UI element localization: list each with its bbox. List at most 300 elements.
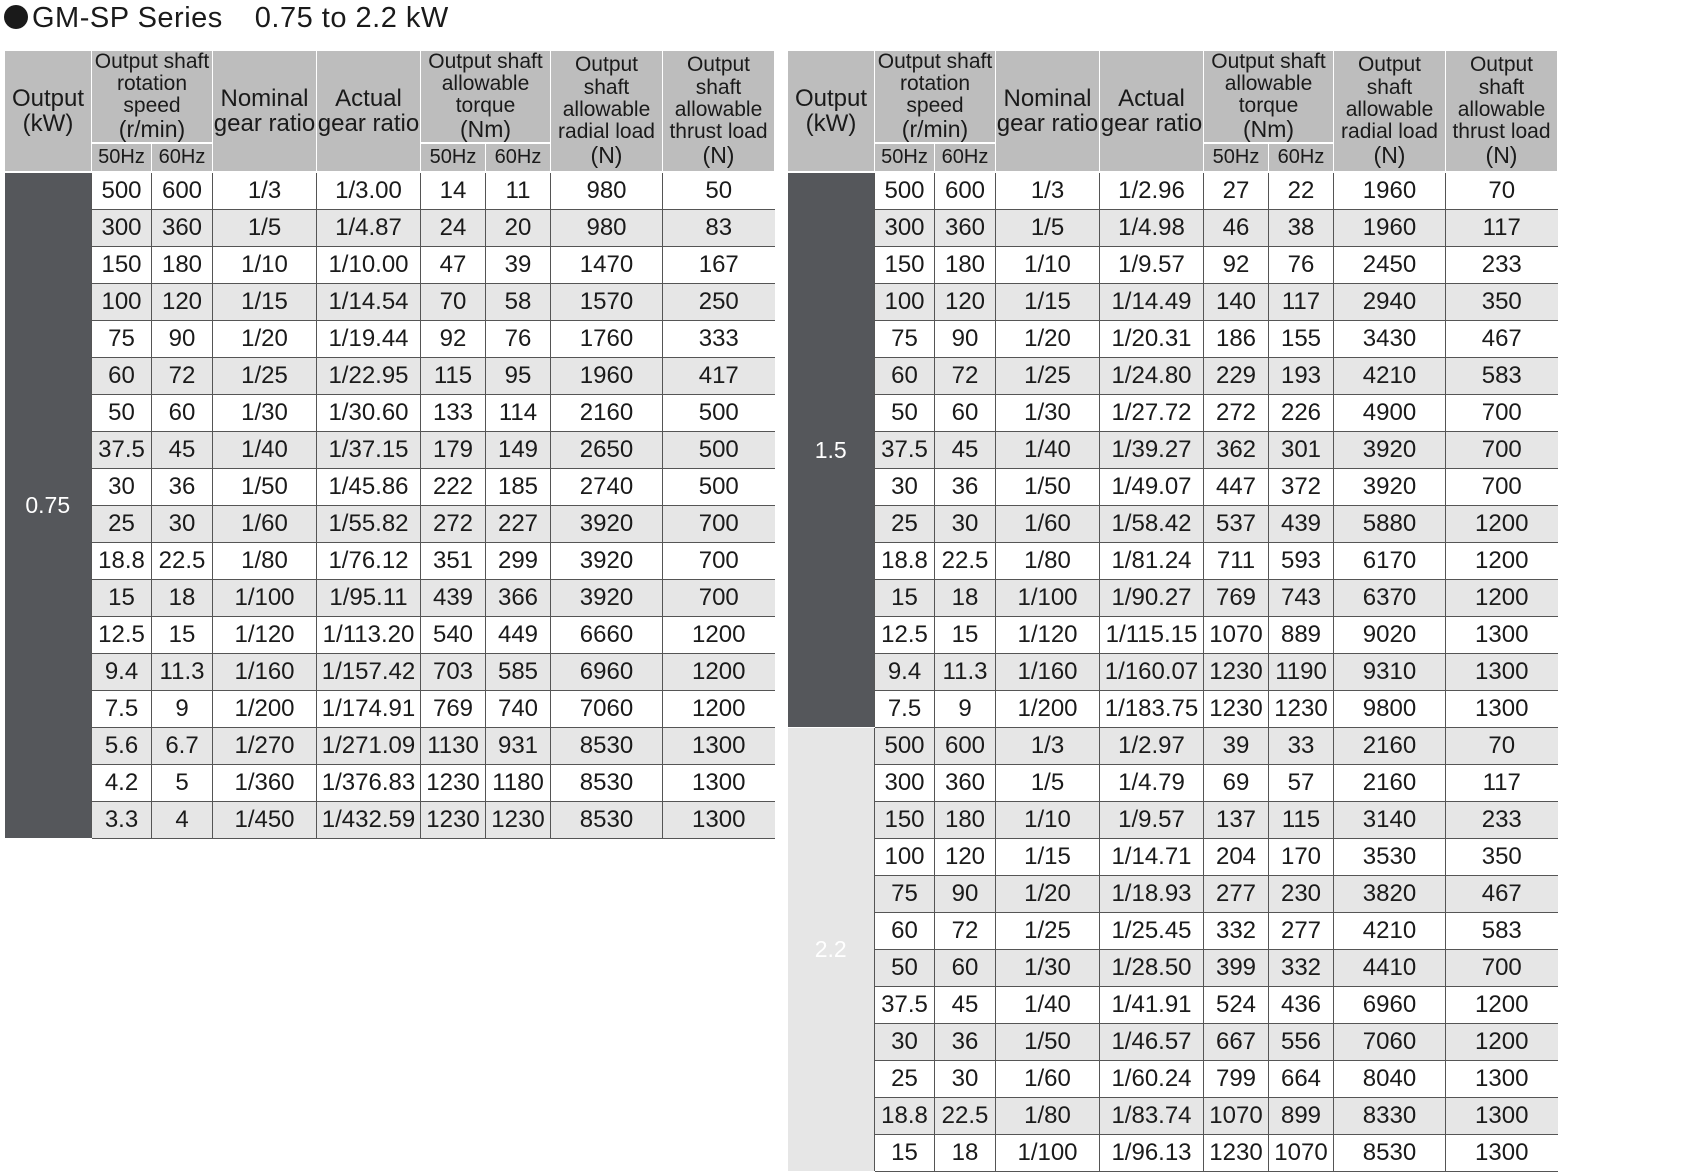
table-cell: 75 <box>875 321 935 358</box>
power-range: 0.75 to 2.2 kW <box>254 2 449 34</box>
table-cell: 30 <box>935 506 996 543</box>
table-cell: 50 <box>875 395 935 432</box>
table-row <box>5 247 775 284</box>
header-output: Output (kW) <box>5 51 92 172</box>
table-cell: 193 <box>1269 358 1334 395</box>
table-cell: 8530 <box>551 802 663 839</box>
table-row <box>788 1061 1558 1098</box>
table-cell: 6960 <box>551 654 663 691</box>
table-cell: 1/80 <box>213 543 317 580</box>
table-cell: 8040 <box>1334 1061 1446 1098</box>
table-cell: 3530 <box>1334 839 1446 876</box>
table-cell: 60 <box>935 395 996 432</box>
table-cell: 117 <box>1446 210 1558 247</box>
table-cell: 9.4 <box>92 654 152 691</box>
table-row <box>788 1024 1558 1061</box>
table-cell: 300 <box>875 765 935 802</box>
table-cell: 1/4.79 <box>1100 765 1204 802</box>
table-cell: 667 <box>1204 1024 1269 1061</box>
table-cell: 2740 <box>551 469 663 506</box>
table-cell: 227 <box>486 506 551 543</box>
table-cell: 332 <box>1269 950 1334 987</box>
spec-table-2 <box>787 51 1558 1172</box>
table-cell: 899 <box>1269 1098 1334 1135</box>
table-row <box>788 876 1558 913</box>
table-cell: 233 <box>1446 802 1558 839</box>
table-cell: 500 <box>663 395 775 432</box>
table-cell: 1/50 <box>996 1024 1100 1061</box>
table-cell: 1180 <box>486 765 551 802</box>
table-cell: 1200 <box>1446 580 1558 617</box>
table-row <box>5 728 775 765</box>
table-cell: 3920 <box>551 580 663 617</box>
table-row <box>5 506 775 543</box>
table-cell: 700 <box>1446 432 1558 469</box>
table-cell: 372 <box>1269 469 1334 506</box>
table-cell: 1/10 <box>996 802 1100 839</box>
table-row <box>788 617 1558 654</box>
table-cell: 37.5 <box>875 987 935 1024</box>
table-cell: 1/100 <box>996 580 1100 617</box>
table-row <box>5 321 775 358</box>
table-cell: 1/5 <box>996 765 1100 802</box>
table-cell: 12.5 <box>875 617 935 654</box>
table-row <box>788 469 1558 506</box>
table-cell: 711 <box>1204 543 1269 580</box>
table-cell: 351 <box>421 543 486 580</box>
table-cell: 11 <box>486 172 551 210</box>
table-cell: 1/28.50 <box>1100 950 1204 987</box>
table-cell: 1/3.00 <box>317 172 421 210</box>
header-speed-60hz: 60Hz <box>152 143 213 172</box>
table-cell: 8330 <box>1334 1098 1446 1135</box>
table-row <box>5 654 775 691</box>
table-cell: 1/30 <box>996 950 1100 987</box>
table-cell: 1/30 <box>213 395 317 432</box>
table-row <box>788 506 1558 543</box>
table-cell: 1/22.95 <box>317 358 421 395</box>
table-cell: 1/58.42 <box>1100 506 1204 543</box>
table-cell: 556 <box>1269 1024 1334 1061</box>
table-cell: 3920 <box>551 506 663 543</box>
table-cell: 1960 <box>1334 210 1446 247</box>
table-cell: 1/96.13 <box>1100 1135 1204 1172</box>
table-cell: 75 <box>92 321 152 358</box>
table-cell: 22 <box>1269 172 1334 210</box>
table-cell: 150 <box>92 247 152 284</box>
table-cell: 5880 <box>1334 506 1446 543</box>
header-torque-50hz: 50Hz <box>1204 143 1269 172</box>
table-cell: 350 <box>1446 839 1558 876</box>
table-row <box>788 284 1558 321</box>
table-cell: 700 <box>1446 469 1558 506</box>
table-row <box>788 765 1558 802</box>
table-cell: 700 <box>663 506 775 543</box>
table-cell: 60 <box>875 913 935 950</box>
table-cell: 15 <box>935 617 996 654</box>
table-cell: 1230 <box>421 802 486 839</box>
header-speed-50hz: 50Hz <box>92 143 152 172</box>
table-cell: 799 <box>1204 1061 1269 1098</box>
table-cell: 700 <box>1446 950 1558 987</box>
table-cell: 18.8 <box>92 543 152 580</box>
table-cell: 1230 <box>1204 654 1269 691</box>
table-cell: 15 <box>92 580 152 617</box>
table-cell: 1070 <box>1204 617 1269 654</box>
table-cell: 2450 <box>1334 247 1446 284</box>
table-cell: 980 <box>551 210 663 247</box>
table-cell: 9.4 <box>875 654 935 691</box>
table-cell: 9800 <box>1334 691 1446 728</box>
table-cell: 1/10.00 <box>317 247 421 284</box>
table-cell: 1/50 <box>213 469 317 506</box>
table-cell: 1200 <box>1446 543 1558 580</box>
table-cell: 229 <box>1204 358 1269 395</box>
table-cell: 46 <box>1204 210 1269 247</box>
header-torque-50hz: 50Hz <box>421 143 486 172</box>
table-cell: 4410 <box>1334 950 1446 987</box>
table-cell: 1/60.24 <box>1100 1061 1204 1098</box>
table-cell: 92 <box>1204 247 1269 284</box>
table-cell: 1/25.45 <box>1100 913 1204 950</box>
table-cell: 75 <box>875 876 935 913</box>
table-cell: 700 <box>1446 395 1558 432</box>
table-cell: 8530 <box>551 728 663 765</box>
table-cell: 180 <box>935 802 996 839</box>
table-cell: 1/37.15 <box>317 432 421 469</box>
table-cell: 14 <box>421 172 486 210</box>
table-cell: 24 <box>421 210 486 247</box>
table-cell: 30 <box>875 1024 935 1061</box>
table-cell: 15 <box>875 1135 935 1172</box>
table-cell: 600 <box>935 728 996 765</box>
table-cell: 1/3 <box>996 728 1100 765</box>
table-cell: 743 <box>1269 580 1334 617</box>
table-cell: 360 <box>935 765 996 802</box>
table-cell: 277 <box>1204 876 1269 913</box>
table-cell: 583 <box>1446 358 1558 395</box>
table-row <box>788 654 1558 691</box>
table-cell: 1/3 <box>996 172 1100 210</box>
table-cell: 1/90.27 <box>1100 580 1204 617</box>
table-cell: 50 <box>875 950 935 987</box>
header-radial-load: Output shaft allowable radial load (N) <box>1334 51 1446 172</box>
table-cell: 1230 <box>1269 691 1334 728</box>
table-cell: 30 <box>92 469 152 506</box>
table-cell: 18.8 <box>875 1098 935 1135</box>
table-row <box>5 691 775 728</box>
table-row <box>5 395 775 432</box>
table-cell: 1/432.59 <box>317 802 421 839</box>
table-cell: 1/19.44 <box>317 321 421 358</box>
table-cell: 1/40 <box>996 987 1100 1024</box>
table-cell: 1/49.07 <box>1100 469 1204 506</box>
table-cell: 15 <box>152 617 213 654</box>
table-cell: 3920 <box>1334 432 1446 469</box>
table-cell: 22.5 <box>152 543 213 580</box>
table-cell: 6.7 <box>152 728 213 765</box>
table-row <box>788 950 1558 987</box>
table-cell: 1/40 <box>213 432 317 469</box>
table-cell: 140 <box>1204 284 1269 321</box>
table-cell: 114 <box>486 395 551 432</box>
table-cell: 70 <box>421 284 486 321</box>
table-cell: 1/20 <box>213 321 317 358</box>
table-cell: 1/9.57 <box>1100 247 1204 284</box>
table-row <box>788 580 1558 617</box>
table-cell: 117 <box>1269 284 1334 321</box>
table-row <box>788 913 1558 950</box>
table-cell: 137 <box>1204 802 1269 839</box>
table-cell: 60 <box>935 950 996 987</box>
table-cell: 1/15 <box>213 284 317 321</box>
table-cell: 301 <box>1269 432 1334 469</box>
table-cell: 30 <box>935 1061 996 1098</box>
table-row <box>5 172 775 210</box>
table-cell: 1200 <box>1446 1024 1558 1061</box>
header-thrust-load: Output shaft allowable thrust load (N) <box>1446 51 1558 172</box>
table-cell: 70 <box>1446 728 1558 765</box>
table-cell: 3820 <box>1334 876 1446 913</box>
table-cell: 1200 <box>663 617 775 654</box>
table-cell: 18 <box>935 1135 996 1172</box>
table-cell: 1/14.54 <box>317 284 421 321</box>
table-cell: 7060 <box>1334 1024 1446 1061</box>
table-cell: 1/50 <box>996 469 1100 506</box>
table-cell: 25 <box>875 1061 935 1098</box>
table-cell: 1/2.97 <box>1100 728 1204 765</box>
table-cell: 39 <box>486 247 551 284</box>
table-cell: 1/20 <box>996 876 1100 913</box>
table-cell: 1/15 <box>996 839 1100 876</box>
table-row <box>788 691 1558 728</box>
table-cell: 540 <box>421 617 486 654</box>
table-cell: 185 <box>486 469 551 506</box>
table-cell: 1/76.12 <box>317 543 421 580</box>
table-cell: 1/5 <box>213 210 317 247</box>
table-cell: 1/30.60 <box>317 395 421 432</box>
table-row <box>788 172 1558 210</box>
table-cell: 8530 <box>551 765 663 802</box>
table-cell: 9 <box>935 691 996 728</box>
table-cell: 3430 <box>1334 321 1446 358</box>
table-cell: 436 <box>1269 987 1334 1024</box>
table-row <box>788 210 1558 247</box>
table-cell: 8530 <box>1334 1135 1446 1172</box>
table-cell: 72 <box>935 913 996 950</box>
table-cell: 1/5 <box>996 210 1100 247</box>
table-cell: 1300 <box>1446 1061 1558 1098</box>
bullet-icon <box>4 5 28 29</box>
table-cell: 439 <box>1269 506 1334 543</box>
table-cell: 1/450 <box>213 802 317 839</box>
table-cell: 72 <box>152 358 213 395</box>
table-cell: 1/46.57 <box>1100 1024 1204 1061</box>
table-cell: 12.5 <box>92 617 152 654</box>
table-cell: 500 <box>875 728 935 765</box>
table-cell: 1570 <box>551 284 663 321</box>
table-cell: 1/174.91 <box>317 691 421 728</box>
table-cell: 7.5 <box>92 691 152 728</box>
table-cell: 1/14.71 <box>1100 839 1204 876</box>
table-cell: 1/160 <box>213 654 317 691</box>
table-cell: 980 <box>551 172 663 210</box>
table-cell: 1/25 <box>996 358 1100 395</box>
output-kw-cell: 2.2 <box>788 728 875 1172</box>
table-cell: 90 <box>935 321 996 358</box>
table-cell: 2940 <box>1334 284 1446 321</box>
table-cell: 117 <box>1446 765 1558 802</box>
table-cell: 1/25 <box>996 913 1100 950</box>
table-cell: 3920 <box>1334 469 1446 506</box>
table-cell: 9310 <box>1334 654 1446 691</box>
header-allowable-torque: Output shaft allowable torque (Nm) <box>421 51 551 143</box>
table-cell: 72 <box>935 358 996 395</box>
table-cell: 1/30 <box>996 395 1100 432</box>
table-cell: 38 <box>1269 210 1334 247</box>
table-cell: 90 <box>935 876 996 913</box>
table-cell: 500 <box>92 172 152 210</box>
table-row <box>788 1098 1558 1135</box>
output-kw-cell: 1.5 <box>788 172 875 728</box>
table-cell: 500 <box>663 469 775 506</box>
header-nominal-gear-ratio: Nominal gear ratio <box>213 51 317 172</box>
table-cell: 60 <box>92 358 152 395</box>
header-thrust-load: Output shaft allowable thrust load (N) <box>663 51 775 172</box>
table-cell: 703 <box>421 654 486 691</box>
table-cell: 50 <box>663 172 775 210</box>
table-cell: 1/100 <box>996 1135 1100 1172</box>
table-cell: 2160 <box>1334 728 1446 765</box>
table-cell: 1130 <box>421 728 486 765</box>
table-cell: 583 <box>1446 913 1558 950</box>
table-cell: 25 <box>875 506 935 543</box>
table-cell: 57 <box>1269 765 1334 802</box>
table-cell: 1/40 <box>996 432 1100 469</box>
table-cell: 233 <box>1446 247 1558 284</box>
table-cell: 1/120 <box>996 617 1100 654</box>
table-cell: 60 <box>875 358 935 395</box>
table-cell: 92 <box>421 321 486 358</box>
table-cell: 36 <box>152 469 213 506</box>
table-cell: 585 <box>486 654 551 691</box>
table-cell: 360 <box>935 210 996 247</box>
table-cell: 22.5 <box>935 1098 996 1135</box>
header-nominal-gear-ratio: Nominal gear ratio <box>996 51 1100 172</box>
table-cell: 700 <box>663 543 775 580</box>
table-cell: 7.5 <box>875 691 935 728</box>
table-cell: 120 <box>935 839 996 876</box>
table-cell: 76 <box>1269 247 1334 284</box>
table-cell: 1/183.75 <box>1100 691 1204 728</box>
table-row <box>5 802 775 839</box>
table-cell: 69 <box>1204 765 1269 802</box>
table-row <box>5 617 775 654</box>
table-cell: 150 <box>875 247 935 284</box>
spec-table-1 <box>4 51 775 839</box>
table-cell: 1960 <box>1334 172 1446 210</box>
table-cell: 272 <box>1204 395 1269 432</box>
table-cell: 25 <box>92 506 152 543</box>
table-cell: 45 <box>152 432 213 469</box>
table-cell: 20 <box>486 210 551 247</box>
table-cell: 1/20.31 <box>1100 321 1204 358</box>
header-allowable-torque: Output shaft allowable torque (Nm) <box>1204 51 1334 143</box>
table-cell: 1470 <box>551 247 663 284</box>
table-cell: 1/60 <box>213 506 317 543</box>
table-cell: 1/95.11 <box>317 580 421 617</box>
table-cell: 58 <box>486 284 551 321</box>
table-cell: 133 <box>421 395 486 432</box>
table-cell: 18 <box>152 580 213 617</box>
table-cell: 9020 <box>1334 617 1446 654</box>
table-cell: 33 <box>1269 728 1334 765</box>
table-cell: 1/83.74 <box>1100 1098 1204 1135</box>
table-cell: 180 <box>152 247 213 284</box>
table-cell: 1/25 <box>213 358 317 395</box>
table-cell: 115 <box>421 358 486 395</box>
table-cell: 4210 <box>1334 913 1446 950</box>
table-cell: 2160 <box>551 395 663 432</box>
header-actual-gear-ratio: Actual gear ratio <box>317 51 421 172</box>
table-cell: 1230 <box>1204 691 1269 728</box>
table-cell: 15 <box>875 580 935 617</box>
table-cell: 449 <box>486 617 551 654</box>
table-cell: 179 <box>421 432 486 469</box>
table-row <box>788 802 1558 839</box>
table-cell: 1/15 <box>996 284 1100 321</box>
header-rotation-speed: Output shaft rotation speed (r/min) <box>92 51 213 143</box>
table-cell: 1/10 <box>996 247 1100 284</box>
table-cell: 222 <box>421 469 486 506</box>
table-cell: 417 <box>663 358 775 395</box>
table-cell: 1/360 <box>213 765 317 802</box>
table-row <box>5 284 775 321</box>
table-cell: 1960 <box>551 358 663 395</box>
table-cell: 6370 <box>1334 580 1446 617</box>
table-row <box>788 987 1558 1024</box>
table-cell: 1230 <box>1204 1135 1269 1172</box>
table-cell: 1230 <box>486 802 551 839</box>
table-cell: 36 <box>935 469 996 506</box>
table-cell: 1300 <box>663 765 775 802</box>
table-cell: 2160 <box>1334 765 1446 802</box>
table-cell: 1300 <box>663 802 775 839</box>
table-cell: 186 <box>1204 321 1269 358</box>
table-cell: 1200 <box>663 691 775 728</box>
table-cell: 500 <box>663 432 775 469</box>
table-row <box>788 358 1558 395</box>
table-cell: 39 <box>1204 728 1269 765</box>
table-cell: 6960 <box>1334 987 1446 1024</box>
table-cell: 7060 <box>551 691 663 728</box>
table-cell: 1/18.93 <box>1100 876 1204 913</box>
table-cell: 167 <box>663 247 775 284</box>
table-cell: 3920 <box>551 543 663 580</box>
table-cell: 1/39.27 <box>1100 432 1204 469</box>
table-cell: 27 <box>1204 172 1269 210</box>
table-cell: 9 <box>152 691 213 728</box>
table-cell: 467 <box>1446 321 1558 358</box>
header-torque-60hz: 60Hz <box>1269 143 1334 172</box>
table-cell: 700 <box>663 580 775 617</box>
table-cell: 333 <box>663 321 775 358</box>
table-row <box>5 543 775 580</box>
table-cell: 1190 <box>1269 654 1334 691</box>
table-cell: 22.5 <box>935 543 996 580</box>
table-cell: 11.3 <box>152 654 213 691</box>
table-cell: 115 <box>1269 802 1334 839</box>
